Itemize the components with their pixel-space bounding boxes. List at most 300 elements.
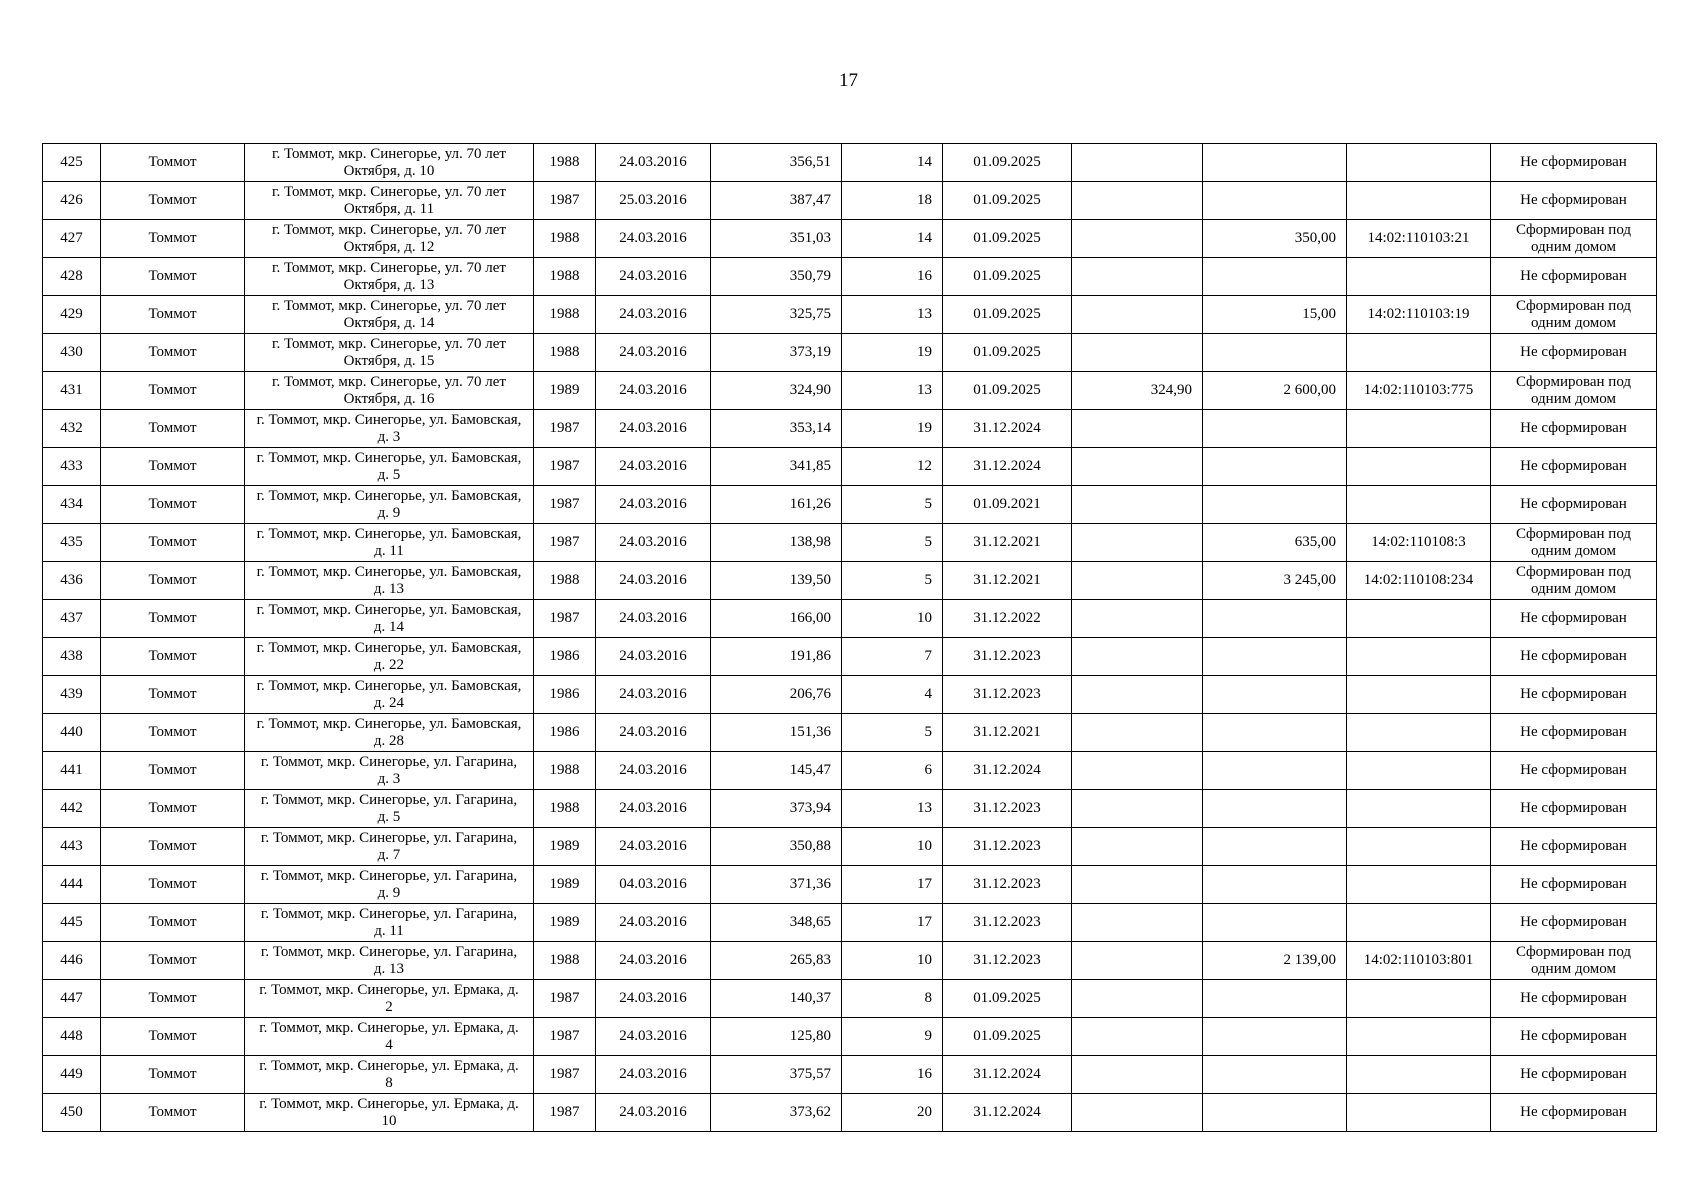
land-status-cell: Не сформирован xyxy=(1491,828,1657,866)
table-row xyxy=(43,752,1657,790)
land-status-cell: Не сформирован xyxy=(1491,1018,1657,1056)
row-number-cell: 439 xyxy=(43,676,101,714)
row-number-cell: 437 xyxy=(43,600,101,638)
residents-cell: 9 xyxy=(842,1018,943,1056)
residents-cell: 16 xyxy=(842,258,943,296)
recognition-date-cell: 24.03.2016 xyxy=(596,258,711,296)
residents-cell: 10 xyxy=(842,942,943,980)
land-status-cell: Не сформирован xyxy=(1491,600,1657,638)
cadastral-number-cell xyxy=(1347,638,1491,676)
build-year-cell: 1987 xyxy=(534,1094,596,1132)
resettlement-deadline-cell: 01.09.2025 xyxy=(943,220,1072,258)
area-value-cell xyxy=(1072,410,1203,448)
area-cell: 324,90 xyxy=(711,372,842,410)
land-area-cell: 2 139,00 xyxy=(1203,942,1347,980)
row-number-cell: 442 xyxy=(43,790,101,828)
recognition-date-cell: 25.03.2016 xyxy=(596,182,711,220)
table-row xyxy=(43,524,1657,562)
recognition-date-cell: 24.03.2016 xyxy=(596,714,711,752)
row-number-cell: 448 xyxy=(43,1018,101,1056)
cadastral-number-cell: 14:02:110103:775 xyxy=(1347,372,1491,410)
resettlement-deadline-cell: 31.12.2023 xyxy=(943,828,1072,866)
land-status-cell: Не сформирован xyxy=(1491,182,1657,220)
land-status-cell: Не сформирован xyxy=(1491,714,1657,752)
land-status-cell: Сформирован под одним домом xyxy=(1491,524,1657,562)
residents-cell: 18 xyxy=(842,182,943,220)
city-cell: Томмот xyxy=(101,828,245,866)
land-status-cell: Не сформирован xyxy=(1491,334,1657,372)
city-cell: Томмот xyxy=(101,676,245,714)
area-cell: 373,62 xyxy=(711,1094,842,1132)
resettlement-deadline-cell: 31.12.2023 xyxy=(943,790,1072,828)
table-row xyxy=(43,714,1657,752)
resettlement-deadline-cell: 01.09.2025 xyxy=(943,372,1072,410)
resettlement-deadline-cell: 31.12.2023 xyxy=(943,942,1072,980)
row-number-cell: 433 xyxy=(43,448,101,486)
area-cell: 145,47 xyxy=(711,752,842,790)
table-row xyxy=(43,828,1657,866)
area-value-cell xyxy=(1072,258,1203,296)
build-year-cell: 1988 xyxy=(534,790,596,828)
area-cell: 375,57 xyxy=(711,1056,842,1094)
land-status-cell: Не сформирован xyxy=(1491,790,1657,828)
land-area-cell: 635,00 xyxy=(1203,524,1347,562)
resettlement-deadline-cell: 31.12.2021 xyxy=(943,562,1072,600)
address-cell: г. Томмот, мкр. Синегорье, ул. 70 лет Октября, д. 11 xyxy=(245,182,534,220)
city-cell: Томмот xyxy=(101,1094,245,1132)
recognition-date-cell: 24.03.2016 xyxy=(596,904,711,942)
row-number-cell: 426 xyxy=(43,182,101,220)
table-row xyxy=(43,1094,1657,1132)
build-year-cell: 1987 xyxy=(534,410,596,448)
table-row xyxy=(43,600,1657,638)
row-number-cell: 443 xyxy=(43,828,101,866)
address-cell: г. Томмот, мкр. Синегорье, ул. Бамовская, д. 5 xyxy=(245,448,534,486)
residents-cell: 19 xyxy=(842,334,943,372)
area-cell: 350,79 xyxy=(711,258,842,296)
city-cell: Томмот xyxy=(101,752,245,790)
address-cell: г. Томмот, мкр. Синегорье, ул. Бамовская, д. 11 xyxy=(245,524,534,562)
city-cell: Томмот xyxy=(101,182,245,220)
land-area-cell xyxy=(1203,790,1347,828)
row-number-cell: 440 xyxy=(43,714,101,752)
recognition-date-cell: 24.03.2016 xyxy=(596,752,711,790)
area-cell: 161,26 xyxy=(711,486,842,524)
area-value-cell xyxy=(1072,486,1203,524)
cadastral-number-cell xyxy=(1347,714,1491,752)
build-year-cell: 1987 xyxy=(534,1056,596,1094)
resettlement-deadline-cell: 31.12.2023 xyxy=(943,676,1072,714)
address-cell: г. Томмот, мкр. Синегорье, ул. 70 лет Октября, д. 10 xyxy=(245,144,534,182)
area-cell: 373,94 xyxy=(711,790,842,828)
area-cell: 351,03 xyxy=(711,220,842,258)
residents-cell: 8 xyxy=(842,980,943,1018)
row-number-cell: 449 xyxy=(43,1056,101,1094)
build-year-cell: 1988 xyxy=(534,942,596,980)
city-cell: Томмот xyxy=(101,790,245,828)
residents-cell: 10 xyxy=(842,600,943,638)
table-row xyxy=(43,448,1657,486)
cadastral-number-cell: 14:02:110103:21 xyxy=(1347,220,1491,258)
build-year-cell: 1987 xyxy=(534,600,596,638)
row-number-cell: 450 xyxy=(43,1094,101,1132)
land-area-cell xyxy=(1203,1018,1347,1056)
table-row xyxy=(43,144,1657,182)
build-year-cell: 1989 xyxy=(534,372,596,410)
land-area-cell xyxy=(1203,638,1347,676)
land-area-cell xyxy=(1203,828,1347,866)
build-year-cell: 1987 xyxy=(534,1018,596,1056)
cadastral-number-cell xyxy=(1347,1018,1491,1056)
row-number-cell: 431 xyxy=(43,372,101,410)
residents-cell: 14 xyxy=(842,144,943,182)
resettlement-deadline-cell: 01.09.2025 xyxy=(943,144,1072,182)
build-year-cell: 1988 xyxy=(534,334,596,372)
resettlement-deadline-cell: 31.12.2023 xyxy=(943,904,1072,942)
land-area-cell xyxy=(1203,486,1347,524)
land-area-cell xyxy=(1203,1056,1347,1094)
city-cell: Томмот xyxy=(101,486,245,524)
area-value-cell xyxy=(1072,1018,1203,1056)
build-year-cell: 1986 xyxy=(534,638,596,676)
area-value-cell xyxy=(1072,980,1203,1018)
area-cell: 140,37 xyxy=(711,980,842,1018)
land-area-cell: 3 245,00 xyxy=(1203,562,1347,600)
residents-cell: 5 xyxy=(842,562,943,600)
build-year-cell: 1988 xyxy=(534,258,596,296)
housing-registry-table xyxy=(42,143,1657,1132)
table-row xyxy=(43,562,1657,600)
page-number: 17 xyxy=(839,70,858,91)
land-area-cell xyxy=(1203,410,1347,448)
table-row xyxy=(43,676,1657,714)
recognition-date-cell: 24.03.2016 xyxy=(596,334,711,372)
recognition-date-cell: 24.03.2016 xyxy=(596,638,711,676)
land-status-cell: Не сформирован xyxy=(1491,638,1657,676)
resettlement-deadline-cell: 01.09.2025 xyxy=(943,1018,1072,1056)
land-area-cell xyxy=(1203,448,1347,486)
recognition-date-cell: 24.03.2016 xyxy=(596,1018,711,1056)
row-number-cell: 447 xyxy=(43,980,101,1018)
area-cell: 206,76 xyxy=(711,676,842,714)
recognition-date-cell: 24.03.2016 xyxy=(596,790,711,828)
recognition-date-cell: 04.03.2016 xyxy=(596,866,711,904)
address-cell: г. Томмот, мкр. Синегорье, ул. Гагарина, д. 5 xyxy=(245,790,534,828)
land-area-cell xyxy=(1203,866,1347,904)
city-cell: Томмот xyxy=(101,144,245,182)
resettlement-deadline-cell: 01.09.2025 xyxy=(943,296,1072,334)
address-cell: г. Томмот, мкр. Синегорье, ул. Гагарина, д. 13 xyxy=(245,942,534,980)
row-number-cell: 446 xyxy=(43,942,101,980)
residents-cell: 12 xyxy=(842,448,943,486)
land-status-cell: Не сформирован xyxy=(1491,410,1657,448)
city-cell: Томмот xyxy=(101,638,245,676)
area-value-cell xyxy=(1072,676,1203,714)
cadastral-number-cell xyxy=(1347,790,1491,828)
row-number-cell: 432 xyxy=(43,410,101,448)
land-area-cell xyxy=(1203,144,1347,182)
area-cell: 166,00 xyxy=(711,600,842,638)
resettlement-deadline-cell: 01.09.2021 xyxy=(943,486,1072,524)
recognition-date-cell: 24.03.2016 xyxy=(596,372,711,410)
area-value-cell xyxy=(1072,448,1203,486)
row-number-cell: 438 xyxy=(43,638,101,676)
area-value-cell xyxy=(1072,524,1203,562)
build-year-cell: 1987 xyxy=(534,980,596,1018)
registry-body xyxy=(43,144,1657,1132)
row-number-cell: 425 xyxy=(43,144,101,182)
city-cell: Томмот xyxy=(101,296,245,334)
land-area-cell xyxy=(1203,714,1347,752)
land-area-cell: 350,00 xyxy=(1203,220,1347,258)
address-cell: г. Томмот, мкр. Синегорье, ул. Бамовская, д. 9 xyxy=(245,486,534,524)
row-number-cell: 444 xyxy=(43,866,101,904)
recognition-date-cell: 24.03.2016 xyxy=(596,1056,711,1094)
cadastral-number-cell xyxy=(1347,258,1491,296)
resettlement-deadline-cell: 31.12.2023 xyxy=(943,866,1072,904)
city-cell: Томмот xyxy=(101,1056,245,1094)
area-cell: 356,51 xyxy=(711,144,842,182)
address-cell: г. Томмот, мкр. Синегорье, ул. Бамовская, д. 28 xyxy=(245,714,534,752)
area-value-cell xyxy=(1072,220,1203,258)
build-year-cell: 1988 xyxy=(534,220,596,258)
area-cell: 138,98 xyxy=(711,524,842,562)
area-value-cell xyxy=(1072,752,1203,790)
cadastral-number-cell xyxy=(1347,448,1491,486)
area-value-cell xyxy=(1072,296,1203,334)
table-row xyxy=(43,1018,1657,1056)
recognition-date-cell: 24.03.2016 xyxy=(596,1094,711,1132)
recognition-date-cell: 24.03.2016 xyxy=(596,980,711,1018)
resettlement-deadline-cell: 01.09.2025 xyxy=(943,258,1072,296)
area-value-cell xyxy=(1072,828,1203,866)
residents-cell: 5 xyxy=(842,714,943,752)
land-status-cell: Не сформирован xyxy=(1491,486,1657,524)
row-number-cell: 428 xyxy=(43,258,101,296)
table-row xyxy=(43,1056,1657,1094)
address-cell: г. Томмот, мкр. Синегорье, ул. Гагарина, д. 3 xyxy=(245,752,534,790)
city-cell: Томмот xyxy=(101,562,245,600)
area-cell: 387,47 xyxy=(711,182,842,220)
residents-cell: 6 xyxy=(842,752,943,790)
row-number-cell: 435 xyxy=(43,524,101,562)
cadastral-number-cell xyxy=(1347,904,1491,942)
cadastral-number-cell xyxy=(1347,1094,1491,1132)
table-row xyxy=(43,942,1657,980)
address-cell: г. Томмот, мкр. Синегорье, ул. Гагарина, д. 11 xyxy=(245,904,534,942)
recognition-date-cell: 24.03.2016 xyxy=(596,486,711,524)
recognition-date-cell: 24.03.2016 xyxy=(596,600,711,638)
table-row xyxy=(43,638,1657,676)
residents-cell: 19 xyxy=(842,410,943,448)
land-area-cell xyxy=(1203,904,1347,942)
land-area-cell xyxy=(1203,980,1347,1018)
residents-cell: 10 xyxy=(842,828,943,866)
residents-cell: 5 xyxy=(842,486,943,524)
land-status-cell: Не сформирован xyxy=(1491,1056,1657,1094)
address-cell: г. Томмот, мкр. Синегорье, ул. 70 лет Октября, д. 13 xyxy=(245,258,534,296)
row-number-cell: 436 xyxy=(43,562,101,600)
resettlement-deadline-cell: 31.12.2021 xyxy=(943,714,1072,752)
city-cell: Томмот xyxy=(101,448,245,486)
cadastral-number-cell: 14:02:110108:234 xyxy=(1347,562,1491,600)
area-cell: 348,65 xyxy=(711,904,842,942)
land-status-cell: Не сформирован xyxy=(1491,752,1657,790)
recognition-date-cell: 24.03.2016 xyxy=(596,296,711,334)
address-cell: г. Томмот, мкр. Синегорье, ул. Бамовская, д. 24 xyxy=(245,676,534,714)
land-area-cell xyxy=(1203,600,1347,638)
land-status-cell: Не сформирован xyxy=(1491,676,1657,714)
land-area-cell xyxy=(1203,258,1347,296)
residents-cell: 20 xyxy=(842,1094,943,1132)
recognition-date-cell: 24.03.2016 xyxy=(596,144,711,182)
cadastral-number-cell xyxy=(1347,334,1491,372)
address-cell: г. Томмот, мкр. Синегорье, ул. Гагарина, д. 7 xyxy=(245,828,534,866)
resettlement-deadline-cell: 31.12.2023 xyxy=(943,638,1072,676)
address-cell: г. Томмот, мкр. Синегорье, ул. Ермака, д. 10 xyxy=(245,1094,534,1132)
area-cell: 371,36 xyxy=(711,866,842,904)
address-cell: г. Томмот, мкр. Синегорье, ул. 70 лет Октября, д. 16 xyxy=(245,372,534,410)
cadastral-number-cell: 14:02:110103:801 xyxy=(1347,942,1491,980)
land-status-cell: Не сформирован xyxy=(1491,144,1657,182)
city-cell: Томмот xyxy=(101,1018,245,1056)
area-value-cell xyxy=(1072,600,1203,638)
cadastral-number-cell xyxy=(1347,676,1491,714)
row-number-cell: 445 xyxy=(43,904,101,942)
cadastral-number-cell xyxy=(1347,1056,1491,1094)
area-cell: 125,80 xyxy=(711,1018,842,1056)
residents-cell: 16 xyxy=(842,1056,943,1094)
table-row xyxy=(43,220,1657,258)
build-year-cell: 1989 xyxy=(534,904,596,942)
cadastral-number-cell xyxy=(1347,486,1491,524)
area-cell: 265,83 xyxy=(711,942,842,980)
recognition-date-cell: 24.03.2016 xyxy=(596,410,711,448)
build-year-cell: 1988 xyxy=(534,296,596,334)
city-cell: Томмот xyxy=(101,904,245,942)
cadastral-number-cell xyxy=(1347,410,1491,448)
resettlement-deadline-cell: 31.12.2021 xyxy=(943,524,1072,562)
resettlement-deadline-cell: 31.12.2024 xyxy=(943,1094,1072,1132)
row-number-cell: 430 xyxy=(43,334,101,372)
area-cell: 151,36 xyxy=(711,714,842,752)
table-row xyxy=(43,296,1657,334)
city-cell: Томмот xyxy=(101,942,245,980)
cadastral-number-cell xyxy=(1347,980,1491,1018)
area-value-cell xyxy=(1072,334,1203,372)
area-value-cell xyxy=(1072,182,1203,220)
land-status-cell: Сформирован под одним домом xyxy=(1491,942,1657,980)
cadastral-number-cell xyxy=(1347,600,1491,638)
residents-cell: 13 xyxy=(842,296,943,334)
table-row xyxy=(43,904,1657,942)
recognition-date-cell: 24.03.2016 xyxy=(596,448,711,486)
address-cell: г. Томмот, мкр. Синегорье, ул. 70 лет Октября, д. 14 xyxy=(245,296,534,334)
area-cell: 191,86 xyxy=(711,638,842,676)
recognition-date-cell: 24.03.2016 xyxy=(596,562,711,600)
resettlement-deadline-cell: 31.12.2024 xyxy=(943,448,1072,486)
resettlement-deadline-cell: 31.12.2024 xyxy=(943,410,1072,448)
row-number-cell: 427 xyxy=(43,220,101,258)
area-value-cell xyxy=(1072,904,1203,942)
land-area-cell: 15,00 xyxy=(1203,296,1347,334)
table-row xyxy=(43,980,1657,1018)
row-number-cell: 441 xyxy=(43,752,101,790)
area-value-cell xyxy=(1072,1056,1203,1094)
resettlement-deadline-cell: 01.09.2025 xyxy=(943,980,1072,1018)
area-cell: 139,50 xyxy=(711,562,842,600)
build-year-cell: 1986 xyxy=(534,714,596,752)
area-cell: 350,88 xyxy=(711,828,842,866)
land-area-cell xyxy=(1203,676,1347,714)
build-year-cell: 1989 xyxy=(534,866,596,904)
area-cell: 353,14 xyxy=(711,410,842,448)
resettlement-deadline-cell: 31.12.2024 xyxy=(943,1056,1072,1094)
land-area-cell: 2 600,00 xyxy=(1203,372,1347,410)
row-number-cell: 429 xyxy=(43,296,101,334)
address-cell: г. Томмот, мкр. Синегорье, ул. Бамовская, д. 13 xyxy=(245,562,534,600)
cadastral-number-cell: 14:02:110108:3 xyxy=(1347,524,1491,562)
build-year-cell: 1988 xyxy=(534,144,596,182)
land-area-cell xyxy=(1203,334,1347,372)
land-status-cell: Не сформирован xyxy=(1491,258,1657,296)
build-year-cell: 1987 xyxy=(534,486,596,524)
address-cell: г. Томмот, мкр. Синегорье, ул. Бамовская, д. 3 xyxy=(245,410,534,448)
city-cell: Томмот xyxy=(101,258,245,296)
area-value-cell xyxy=(1072,1094,1203,1132)
land-status-cell: Не сформирован xyxy=(1491,866,1657,904)
table-row xyxy=(43,334,1657,372)
table-row xyxy=(43,866,1657,904)
land-status-cell: Сформирован под одним домом xyxy=(1491,372,1657,410)
recognition-date-cell: 24.03.2016 xyxy=(596,676,711,714)
land-status-cell: Не сформирован xyxy=(1491,1094,1657,1132)
build-year-cell: 1989 xyxy=(534,828,596,866)
address-cell: г. Томмот, мкр. Синегорье, ул. Ермака, д. 8 xyxy=(245,1056,534,1094)
city-cell: Томмот xyxy=(101,714,245,752)
area-value-cell xyxy=(1072,562,1203,600)
recognition-date-cell: 24.03.2016 xyxy=(596,942,711,980)
build-year-cell: 1986 xyxy=(534,676,596,714)
address-cell: г. Томмот, мкр. Синегорье, ул. 70 лет Октября, д. 15 xyxy=(245,334,534,372)
address-cell: г. Томмот, мкр. Синегорье, ул. Бамовская, д. 22 xyxy=(245,638,534,676)
address-cell: г. Томмот, мкр. Синегорье, ул. Ермака, д. 4 xyxy=(245,1018,534,1056)
area-value-cell xyxy=(1072,790,1203,828)
cadastral-number-cell: 14:02:110103:19 xyxy=(1347,296,1491,334)
row-number-cell: 434 xyxy=(43,486,101,524)
residents-cell: 13 xyxy=(842,790,943,828)
resettlement-deadline-cell: 01.09.2025 xyxy=(943,182,1072,220)
residents-cell: 14 xyxy=(842,220,943,258)
address-cell: г. Томмот, мкр. Синегорье, ул. 70 лет Октября, д. 12 xyxy=(245,220,534,258)
table-row xyxy=(43,372,1657,410)
address-cell: г. Томмот, мкр. Синегорье, ул. Гагарина, д. 9 xyxy=(245,866,534,904)
cadastral-number-cell xyxy=(1347,752,1491,790)
city-cell: Томмот xyxy=(101,866,245,904)
build-year-cell: 1987 xyxy=(534,182,596,220)
area-cell: 341,85 xyxy=(711,448,842,486)
table-row xyxy=(43,410,1657,448)
recognition-date-cell: 24.03.2016 xyxy=(596,524,711,562)
city-cell: Томмот xyxy=(101,524,245,562)
cadastral-number-cell xyxy=(1347,182,1491,220)
land-status-cell: Не сформирован xyxy=(1491,980,1657,1018)
area-value-cell: 324,90 xyxy=(1072,372,1203,410)
table-row xyxy=(43,486,1657,524)
city-cell: Томмот xyxy=(101,600,245,638)
city-cell: Томмот xyxy=(101,410,245,448)
residents-cell: 4 xyxy=(842,676,943,714)
